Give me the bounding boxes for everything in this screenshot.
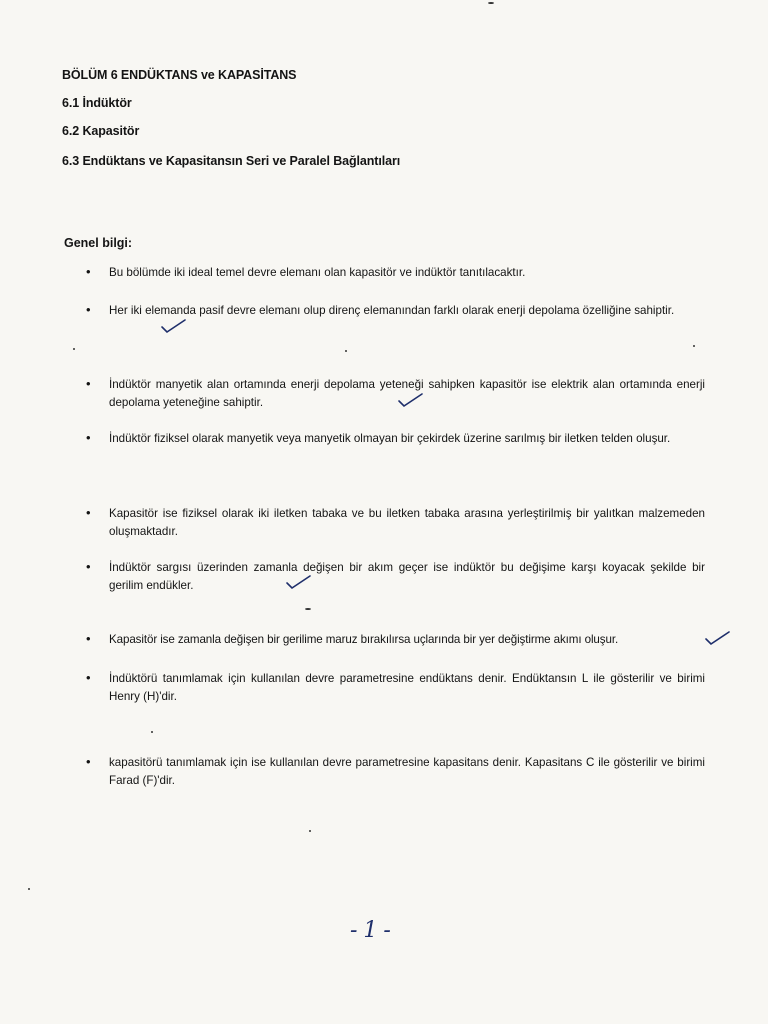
handwritten-checkmark-icon (160, 318, 188, 334)
bullet-marker: • (86, 754, 91, 769)
scan-speck (305, 608, 311, 610)
handwritten-checkmark-icon (704, 630, 732, 646)
bullet-text-9: kapasitörü tanımlamak için ise kullanılan devre parametresine kapasitans denir. Kapasitans C ile gösterilir ve birimi Farad (F)'dir. (109, 756, 705, 787)
scan-speck (309, 830, 311, 832)
handwritten-checkmark-icon (285, 574, 313, 590)
bullet-text-6: İndüktör sargısı üzerinden zamanla değişen bir akım geçer ise indüktör bu değişime karşı koyacak şekilde bir gerilim endükler. (109, 561, 705, 592)
bullet-text-2: Her iki elemanda pasif devre elemanı olup direnç elemanından farklı olarak enerji depolama özelliğine sahiptir. (109, 304, 675, 317)
bullet-marker: • (86, 631, 91, 646)
section-heading-6-3: 6.3 Endüktans ve Kapasitansın Seri ve Paralel Bağlantıları (62, 154, 401, 168)
scan-speck (28, 888, 30, 890)
bullet-marker: • (86, 264, 91, 279)
handwritten-checkmark-icon (397, 392, 425, 408)
bullet-marker: • (86, 505, 91, 520)
bullet-marker: • (86, 430, 91, 445)
bullet-text-3: İndüktör manyetik alan ortamında enerji depolama yeteneği sahipken kapasitör ise elektrik alan ortamında enerji depolama yeteneğine sahiptir. (109, 378, 705, 409)
bullet-text-5: Kapasitör ise fiziksel olarak iki iletken tabaka ve bu iletken tabaka arasına yerleştirilmiş bir yalıtkan malzemeden oluşmaktadır. (109, 507, 705, 538)
bullet-marker: • (86, 559, 91, 574)
bullet-marker: • (86, 302, 91, 317)
section-heading-6-1: 6.1 İndüktör (62, 96, 132, 110)
bullet-marker: • (86, 376, 91, 391)
bullet-text-7: Kapasitör ise zamanla değişen bir gerilime maruz bırakılırsa uçlarında bir yer değiştirme akımı oluşur. (109, 633, 619, 646)
section-heading-6-2: 6.2 Kapasitör (62, 124, 140, 138)
bullet-text-8: İndüktörü tanımlamak için kullanılan devre parametresine endüktans denir. Endüktansın L ile gösterilir ve birimi Henry (H)'dir. (109, 672, 705, 703)
chapter-title: BÖLÜM 6 ENDÜKTANS ve KAPASİTANS (62, 68, 297, 82)
bullet-marker: • (86, 670, 91, 685)
scan-speck (73, 348, 75, 350)
bullet-text-4: İndüktör fiziksel olarak manyetik veya manyetik olmayan bir çekirdek üzerine sarılmış bir iletken telden oluşur. (109, 432, 671, 445)
scan-speck (693, 345, 695, 347)
scan-speck (488, 2, 494, 4)
general-info-label: Genel bilgi: (64, 236, 133, 250)
scan-speck (151, 731, 153, 733)
page-number: -1- (350, 918, 397, 943)
scan-speck (345, 350, 347, 352)
bullet-text-1: Bu bölümde iki ideal temel devre elemanı olan kapasitör ve indüktör tanıtılacaktır. (109, 266, 526, 279)
